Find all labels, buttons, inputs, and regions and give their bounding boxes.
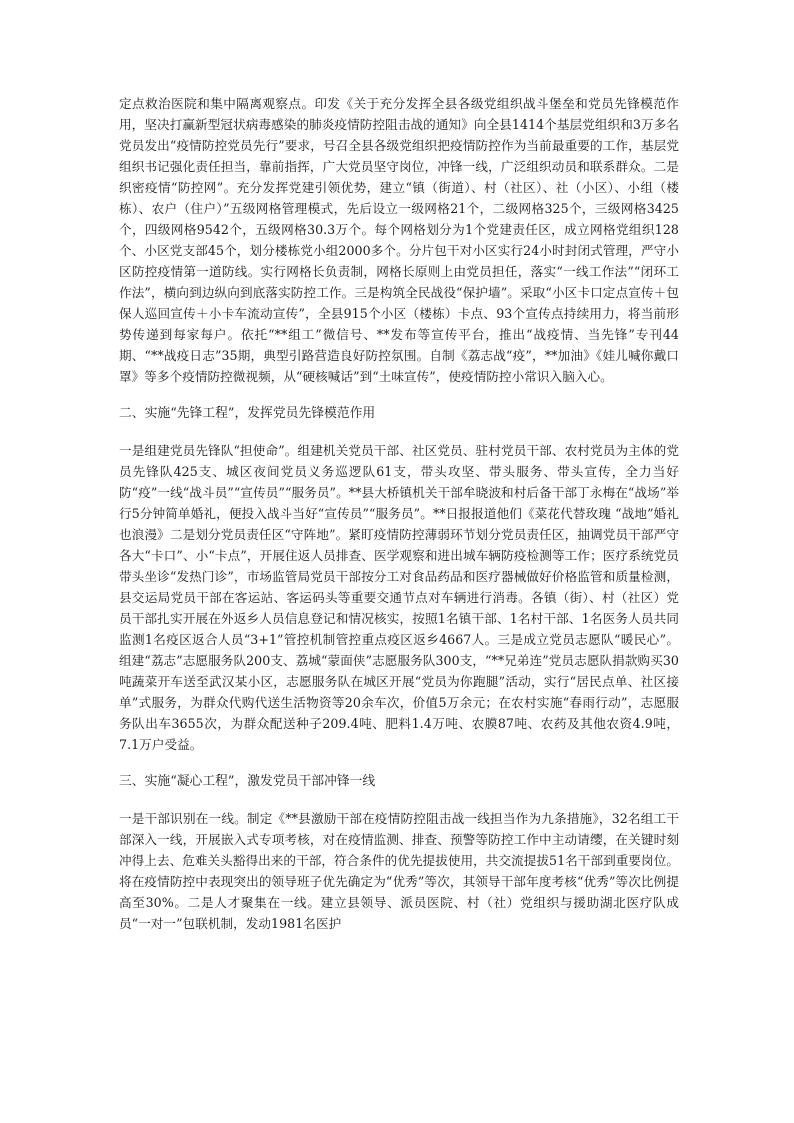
document-page: [119, 93, 679, 934]
paragraph-cohesion-project: 一是干部识别在一线。制定《**县激励干部在疫情防控阻击战一线担当作为九条措施》，32名组工干部深入一线，开展嵌入式专项考核，对在疫情监测、排查、预警等防控工作中主动请缨，在关键时刻冲得上去、危难关头豁得出来的干部，符合条件的优先提拔使用，共交流提拔51名干部到重要岗位。将在疫情防控中表现突出的领导班子优先确定为“优秀”等次，其领导干部年度考核“优秀”等次比例提高至30%。二是人才聚集在一线。建立县领导、派员医院、村（社）党组织与援助湖北医疗队成员“一对一”包联机制，发动1981名医护: [119, 811, 679, 931]
section-heading-cohesion: 三、实施“凝心工程”，激发党员干部冲锋一线: [119, 774, 376, 789]
paragraph-network-prevention: 定点救治医院和集中隔离观察点。印发《关于充分发挥全县各级党组织战斗堡垒和党员先锋模范作用，坚决打赢新型冠状病毒感染的肺炎疫情防控阻击战的通知》向全县1414个基层党组织和3万多名党员发出“疫情防控党员先行”要求，号召全县各级党组织把疫情防控作为当前最重要的工作，基层党组织书记强化责任担当，靠前指挥，广大党员坚守岗位，冲锋一线，广泛组织动员和联系群众。二是织密疫情“防控网”。充分发挥党建引领优势，建立“镇（街道）、村（社区）、社（小区）、小组（楼栋）、农户（住户）”五级网格管理模式，先后设立一级网格21个，二级网格325个，三级网格3425个，四级网格9542个，五级网格30.3万个。每个网格划分为1个党建责任区，成立网格党组织128个、小区党支部45个，划分楼栋党小组2000多个。分片包干对小区实行24小时封闭式管理，严守小区防控疫情第一道防线。实行网格长负责制，网格长原则上由党员担任，落实“一线工作法”“闭环工作法”，横向到边纵向到底落实防控工作。三是构筑全民战役“保护墙”。采取“小区卡口定点宣传＋包保人巡回宣传＋小卡车流动宣传”，全县915个小区（楼栋）卡点、93个宣传点持续用力，将当前形势传递到每家每户。依托“**组工”微信号、**发布等宣传平台，推出“战疫情、当先锋”专刊44期、“**战疫日志”35期，典型引路营造良好防控氛围。自制《荔志战“疫”，**加油》《娃儿喊你戴口罩》等多个疫情防控微视频，从“硬核喊话”到“土味宣传”，使疫情防控小常识入脑入心。: [119, 96, 679, 384]
section-heading-vanguard: 二、实施“先锋工程”，发挥党员先锋模范作用: [119, 406, 376, 421]
paragraph-vanguard-project: 一是组建党员先锋队“担使命”。组建机关党员干部、社区党员、驻村党员干部、农村党员为主体的党员先锋队425支、城区夜间党员义务巡逻队61支，带头攻坚、带头服务、带头宣传，全力当好防“疫”一线“战斗员”“宣传员”“服务员”。**县大桥镇机关干部牟晓波和村后备干部丁永梅在“战场”举行5分钟简单婚礼，便投入战斗当好“宣传员”“服务员”。**日报报道他们《菜花代替玫瑰 “战地”婚礼也浪漫》二是划分党员责任区“守阵地”。紧盯疫情防控薄弱环节划分党员责任区，抽调党员干部严守各大“卡口”、小“卡点”，开展住返人员排查、医学观察和进出城车辆防疫检测等工作；医疗系统党员带头坐诊“发热门诊”，市场监管局党员干部按分工对食品药品和医疗器械做好价格监管和质量检测，县交运局党员干部在客运站、客运码头等重要交通节点对车辆进行消毒。各镇（街）、村（社区）党员干部扎实开展在外返乡人员信息登记和情况核实，按照1名镇干部、1名村干部、1名医务人员共同监测1名疫区返合人员“3+1”管控机制管控重点疫区返乡4667人。三是成立党员志愿队“暖民心”。组建“荔志”志愿服务队200支、荔城“蒙面侠”志愿服务队300支，“**兄弟连”党员志愿队捐款购买30吨蔬菜开车送至武汉某小区，志愿服务队在城区开展“党员为你跑腿”活动，实行“居民点单、社区接单”式服务，为群众代购代送生活物资等20余车次，价值5万余元；在农村实施“春雨行动”，志愿服务队出车3655次，为群众配送种子209.4吨、肥料1.4万吨、农膜87吨、农药及其他农资4.9吨，7.1万户受益。: [119, 443, 679, 752]
